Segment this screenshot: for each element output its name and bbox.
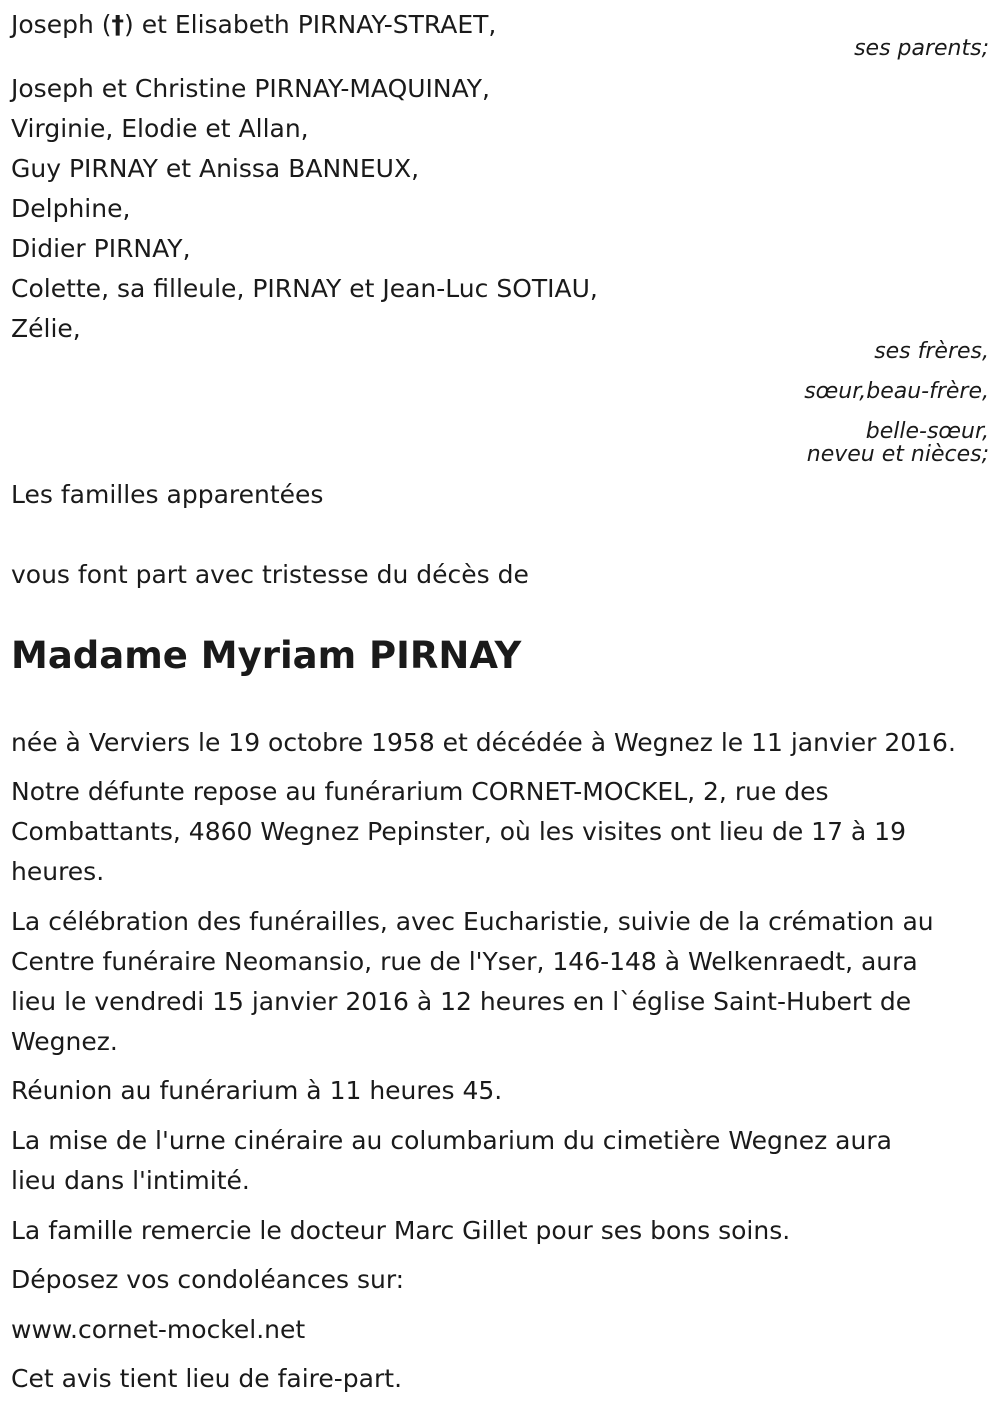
condolences-line: Déposez vos condoléances sur: (11, 1265, 405, 1294)
cross-icon: † (111, 10, 124, 39)
ceremony-line: lieu le vendredi 15 janvier 2016 à 12 heures en l`église Saint-Hubert de (11, 987, 912, 1016)
birth-death-line: née à Verviers le 19 octobre 1958 et décédée à Wegnez le 11 janvier 2016. (11, 728, 956, 757)
parents-line (11, 10, 496, 40)
siblings-relation: ses frères, (874, 339, 989, 364)
parents-text-start: Joseph ( (11, 10, 112, 39)
sibling-line: Zélie, (11, 314, 81, 343)
ceremony-line: Centre funéraire Neomansio, rue de l'Yser, 146-148 à Welkenraedt, aura (11, 947, 918, 976)
urn-line: La mise de l'urne cinéraire au columbarium du cimetière Wegnez aura (11, 1126, 892, 1155)
sibling-line: Didier PIRNAY, (11, 234, 191, 263)
urn-line: lieu dans l'intimité. (11, 1166, 250, 1195)
deceased-name: Madame Myriam PIRNAY (11, 634, 522, 677)
families-line: Les familles apparentées (11, 480, 324, 509)
meeting-line: Réunion au funérarium à 11 heures 45. (11, 1076, 503, 1105)
ceremony-line: Wegnez. (11, 1027, 118, 1056)
thanks-line: La famille remercie le docteur Marc Gillet pour ses bons soins. (11, 1216, 791, 1245)
repose-line: Combattants, 4860 Wegnez Pepinster, où les visites ont lieu de 17 à 19 (11, 817, 906, 846)
sibling-line: Colette, sa filleule, PIRNAY et Jean-Luc SOTIAU, (11, 274, 598, 303)
sibling-line: Joseph et Christine PIRNAY-MAQUINAY, (11, 74, 491, 103)
siblings-relation: sœur,beau-frère, (804, 379, 989, 404)
ceremony-line: La célébration des funérailles, avec Eucharistie, suivie de la crémation au (11, 907, 934, 936)
siblings-relation: neveu et nièces; (806, 442, 989, 467)
parents-text-end: ) et Elisabeth PIRNAY-STRAET, (124, 10, 497, 39)
sibling-line: Virginie, Elodie et Allan, (11, 114, 309, 143)
sibling-line: Delphine, (11, 194, 131, 223)
website-line (11, 1315, 305, 1345)
repose-line: heures. (11, 857, 105, 886)
parents-relation: ses parents; (854, 36, 989, 61)
website-link[interactable]: www.cornet-mockel.net (11, 1315, 306, 1344)
announcement-line: vous font part avec tristesse du décès de (11, 560, 529, 589)
repose-line: Notre défunte repose au funérarium CORNET-MOCKEL, 2, rue des (11, 777, 829, 806)
notice-line: Cet avis tient lieu de faire-part. (11, 1364, 403, 1393)
siblings-relation: belle-sœur, (865, 419, 989, 444)
sibling-line: Guy PIRNAY et Anissa BANNEUX, (11, 154, 420, 183)
